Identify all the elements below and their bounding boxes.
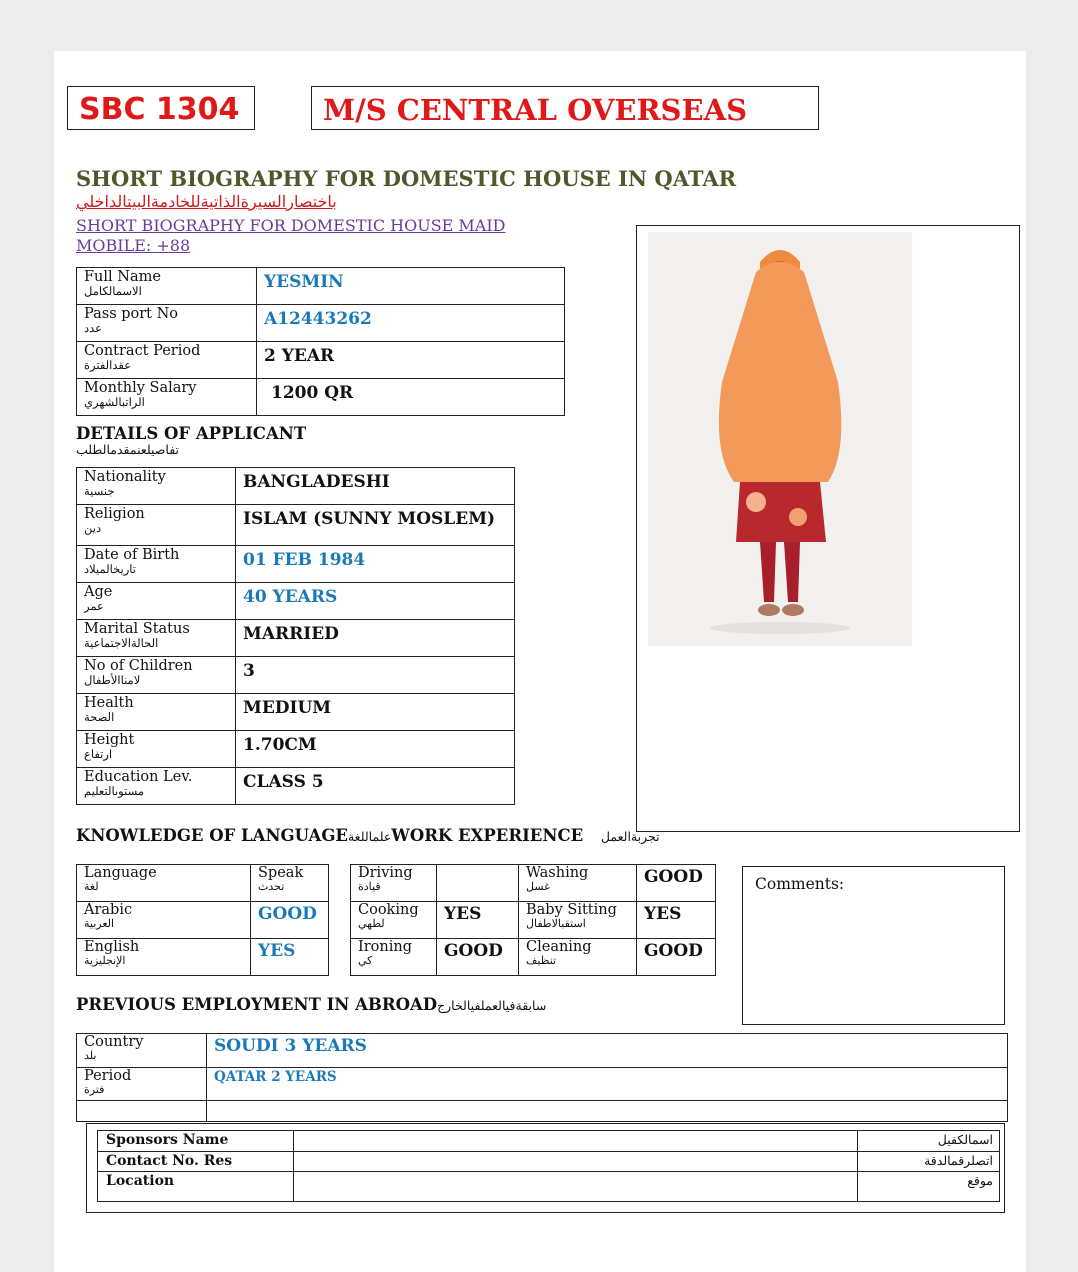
value-height: 1.70CM — [236, 731, 515, 768]
code-text: SBC 1304 — [79, 92, 240, 127]
table-row — [77, 505, 515, 546]
table-row — [77, 865, 329, 902]
empty-cell — [77, 1101, 207, 1122]
table-row — [98, 1172, 1000, 1202]
biography-page — [54, 51, 1026, 1272]
work-cleaning: Cleaning تنظيف — [519, 939, 637, 976]
previous-employment-heading: PREVIOUS EMPLOYMENT IN ABROADسابقةفيالعملفيالخارج — [76, 995, 547, 1014]
table-row — [77, 342, 565, 379]
location-label-ar: موقع — [858, 1172, 1000, 1202]
work-cooking: Cooking لطهي — [351, 902, 437, 939]
work-cooking-value: YES — [437, 902, 519, 939]
label-health: Health الصحة — [77, 694, 236, 731]
work-driving-value — [437, 865, 519, 902]
sponsor-frame — [86, 1123, 1005, 1213]
table-row — [77, 583, 515, 620]
work-washing-value: GOOD — [637, 865, 716, 902]
table-row — [77, 694, 515, 731]
table-row — [77, 1034, 1008, 1068]
table-row — [77, 731, 515, 768]
label-dob: Date of Birth تاريخالميلاد — [77, 546, 236, 583]
value-nationality: BANGLADESHI — [236, 468, 515, 505]
label-education: Education Lev. مستوىالتعليم — [77, 768, 236, 805]
value-full-name: YESMIN — [257, 268, 565, 305]
code-box — [67, 86, 255, 130]
empty-cell — [207, 1101, 1008, 1122]
knowledge-heading: KNOWLEDGE OF LANGUAGEعلماللغةWORK EXPERIENCE تجربةالعمل — [76, 826, 660, 845]
previous-employment-table — [76, 1033, 1008, 1122]
table-row — [77, 768, 515, 805]
work-washing: Washing غسل — [519, 865, 637, 902]
work-baby-sitting: Baby Sitting استقبالاطفال — [519, 902, 637, 939]
photo-frame — [636, 225, 1020, 832]
details-heading: DETAILS OF APPLICANT تفاصيلعنمقدمالطلب — [76, 424, 307, 457]
table-row — [351, 865, 716, 902]
basic-info-table — [76, 267, 565, 416]
table-row — [77, 902, 329, 939]
label-marital-status: Marital Status الحالةالاجتماعية — [77, 620, 236, 657]
value-health: MEDIUM — [236, 694, 515, 731]
work-cleaning-value: GOOD — [637, 939, 716, 976]
table-row — [77, 1068, 1008, 1101]
table-row — [77, 468, 515, 505]
label-country: Country بلد — [77, 1034, 207, 1068]
table-row — [77, 620, 515, 657]
work-ironing: Ironing كي — [351, 939, 437, 976]
value-monthly-salary: 1200 QR — [257, 379, 565, 416]
table-row — [77, 657, 515, 694]
english-level: YES — [251, 939, 329, 976]
table-row — [77, 268, 565, 305]
value-passport: A12443262 — [257, 305, 565, 342]
value-period: QATAR 2 YEARS — [207, 1068, 1008, 1101]
location-label: Location — [98, 1172, 294, 1202]
applicant-photo-figure — [648, 232, 912, 646]
sponsor-table — [97, 1130, 1000, 1202]
value-age: 40 YEARS — [236, 583, 515, 620]
table-row — [77, 939, 329, 976]
table-row — [98, 1152, 1000, 1172]
work-ironing-value: GOOD — [437, 939, 519, 976]
sponsor-name-label: Sponsors Name — [98, 1131, 294, 1152]
value-education: CLASS 5 — [236, 768, 515, 805]
label-contract-period: Contract Period عقدالفترة — [77, 342, 257, 379]
mobile: MOBILE: +88 — [76, 236, 191, 255]
contact-field[interactable] — [294, 1152, 858, 1172]
applicant-photo — [648, 232, 912, 646]
label-period: Period فترة — [77, 1068, 207, 1101]
label-children: No of Children لامناالأطفال — [77, 657, 236, 694]
arabic-level: GOOD — [251, 902, 329, 939]
value-country: SOUDI 3 YEARS — [207, 1034, 1008, 1068]
table-row — [77, 379, 565, 416]
label-height: Height ارتفاع — [77, 731, 236, 768]
agency-name: M/S CENTRAL OVERSEAS — [323, 93, 748, 127]
table-row — [351, 902, 716, 939]
value-children: 3 — [236, 657, 515, 694]
value-contract-period: 2 YEAR — [257, 342, 565, 379]
agency-box — [311, 86, 819, 130]
sponsor-name-field[interactable] — [294, 1131, 858, 1152]
label-religion: Religion دين — [77, 505, 236, 546]
language-header: Language لغة — [77, 865, 251, 902]
work-driving: Driving قيادة — [351, 865, 437, 902]
label-monthly-salary: Monthly Salary الراتبالشهري — [77, 379, 257, 416]
table-row — [77, 546, 515, 583]
label-age: Age عمر — [77, 583, 236, 620]
contact-label: Contact No. Res — [98, 1152, 294, 1172]
label-passport: Pass port No عدد — [77, 305, 257, 342]
language-table — [76, 864, 329, 976]
table-row — [351, 939, 716, 976]
table-row — [77, 1101, 1008, 1122]
table-row — [77, 305, 565, 342]
work-experience-table — [350, 864, 716, 976]
location-field[interactable] — [294, 1172, 858, 1202]
language-english: English الإنجليزية — [77, 939, 251, 976]
comments-label: Comments: — [755, 875, 845, 893]
language-arabic: Arabic العربية — [77, 902, 251, 939]
subtitle: SHORT BIOGRAPHY FOR DOMESTIC HOUSE MAID — [76, 216, 506, 235]
work-baby-sitting-value: YES — [637, 902, 716, 939]
label-nationality: Nationality جنسية — [77, 468, 236, 505]
label-full-name: Full Name الاسمالكامل — [77, 268, 257, 305]
value-dob: 01 FEB 1984 — [236, 546, 515, 583]
details-table — [76, 467, 515, 805]
sponsor-name-label-ar: اسمالكفيل — [858, 1131, 1000, 1152]
contact-label-ar: اتصلرقمالدقة — [858, 1152, 1000, 1172]
comments-box[interactable] — [742, 866, 1005, 1025]
title-ar: باختصارالسيرةالذاتيةللخادمةالبيتالداخلي — [76, 192, 337, 211]
table-row — [98, 1131, 1000, 1152]
title-en: SHORT BIOGRAPHY FOR DOMESTIC HOUSE IN QATAR — [76, 166, 737, 191]
value-marital-status: MARRIED — [236, 620, 515, 657]
value-religion: ISLAM (SUNNY MOSLEM) — [236, 505, 515, 546]
speak-header: Speak تحدث — [251, 865, 329, 902]
